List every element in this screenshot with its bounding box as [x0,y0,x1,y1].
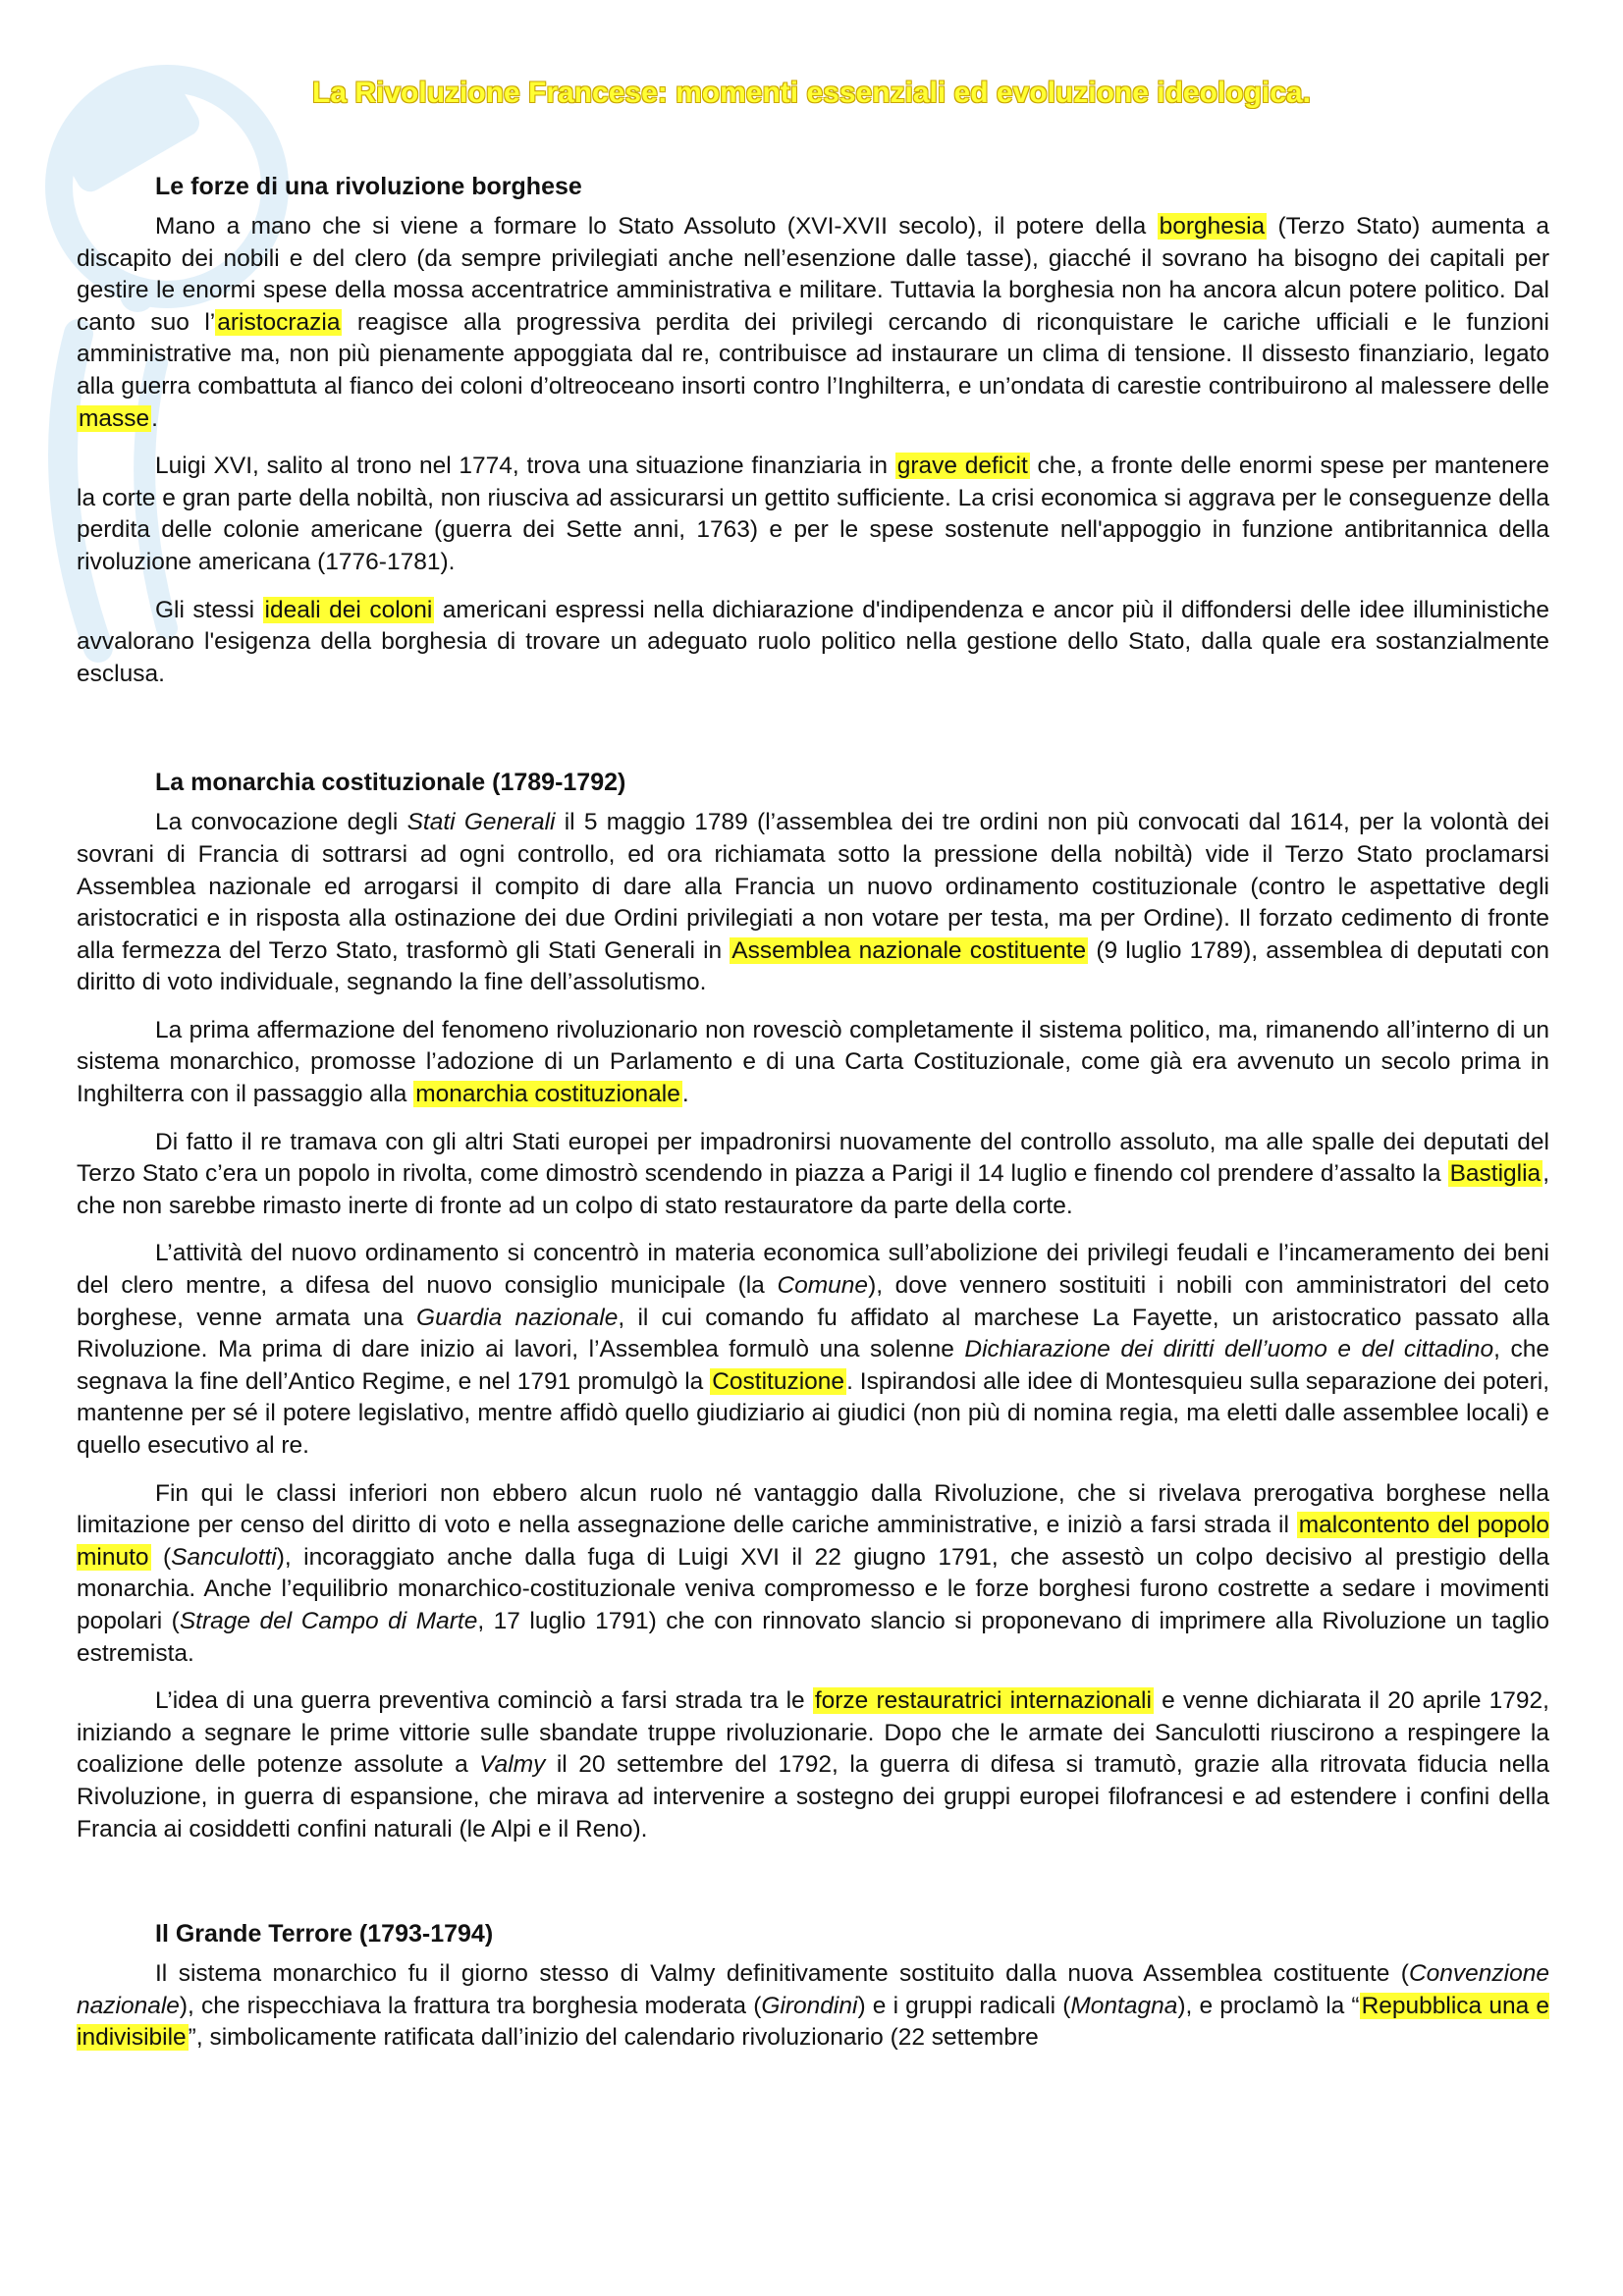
text-run: Luigi XVI, salito al trono nel 1774, trova una situazione finanziaria in [155,453,895,480]
text-run: Di fatto il re tramava con gli altri Stati europei per impadronirsi nuovamente del controllo assoluto, ma alle spalle dei deputati del Terzo Stato c’era un popolo in rivolta, come dimostrò scendendo in piazza a Parigi il 14 luglio e finendo col prendere d’assalto la [77,1128,1549,1188]
paragraph [77,211,1549,435]
paragraph [77,1015,1549,1111]
highlighted-text: masse [79,404,150,432]
highlighted-text: grave deficit [896,453,1028,480]
text-run: , il cui comando fu affidato al marchese La Fayette, un aristocratico passato alla Rivoluzione. Ma prima di dare inizio ai lavori, l’Assemblea formulò una solenne [77,1304,1549,1363]
section-heading: Le forze di una rivoluzione borghese [155,173,582,200]
document-body [77,173,1549,2070]
paragraph [77,1478,1549,1671]
highlighted-text: Assemblea nazionale costituente [731,936,1087,964]
text-run: . [151,404,158,432]
highlighted-text: monarchia costituzionale [415,1081,680,1108]
text-run: La prima affermazione del fenomeno rivoluzionario non rovesciò completamente il sistema politico, ma, rimanendo all’interno di un sistema monarchico, promosse l’adozione di un Parlamento e di una Carta Costituzionale, come già era avvenuto un secolo prima in Inghilterra con il passaggio alla [77,1016,1549,1108]
text-run: , 17 luglio 1791) che con rinnovato slancio si proponevano di imprimere alla Rivoluzione un taglio estremista. [77,1607,1549,1667]
text-run: americani espressi nella dichiarazione d'indipendenza e ancor più il diffondersi delle idee illuministiche avvalorano l'esigenza della borghesia di trovare un adeguato ruolo politico nella gestione dello Stato, dalla quale era sostanzialmente esclusa. [77,596,1550,687]
text-run: ), dove vennero sostituiti i nobili con amministratori del ceto borghese, venne armata una [77,1272,1549,1331]
section-heading: Il Grande Terrore (1793-1794) [155,1920,494,1949]
paragraph [77,1127,1549,1223]
italic-text: Comune [777,1272,869,1300]
text-run: Gli stessi [155,596,263,623]
text-run: , che segnava la fine dell’Antico Regime, e nel 1791 promulgò la [77,1336,1549,1395]
text-run: ) e i gruppi radicali ( [857,1992,1071,2019]
text-run: Fin qui le classi inferiori non ebbero alcun ruolo né vantaggio dalla Rivoluzione, che si rivelava prerogativa borghese nella limitazione per censo del diritto di voto e nella assegnazione delle cariche amministrative, e iniziò a farsi strada il [77,1479,1549,1539]
text-run: e venne dichiarata il 20 aprile 1792, iniziando a segnare le prime vittorie sulle sbandate truppe rivoluzionarie. Dopo che le armate dei Sanculotti riuscirono a respingere la coalizione delle potenze assolute a [77,1687,1549,1779]
highlighted-text: forze restauratrici internazionali [814,1687,1152,1715]
text-run: , che non sarebbe rimasto inerte di fronte ad un colpo di stato restauratore da parte della corte. [77,1160,1549,1219]
text-run: che, a fronte delle enormi spese per mantenere la corte e gran parte della nobiltà, non riusciva ad assicurarsi un gettito sufficiente. La crisi economica si aggrava per le conseguenze della perdita delle colonie americane (guerra dei Sette anni, 1763) e per le spese sostenute nell'appoggio in funzione antibritannica della rivoluzione americana (1776-1781). [77,453,1549,575]
text-run: L’attività del nuovo ordinamento si concentrò in materia economica sull’abolizione dei privilegi feudali e l’incameramento dei beni del clero mentre, a difesa del nuovo consiglio municipale (la [77,1240,1549,1300]
text-run: L’idea di una guerra preventiva cominciò a farsi strada tra le [155,1687,813,1715]
page-title: La Rivoluzione Francese: momenti essenziali ed evoluzione ideologica. [312,77,1311,109]
italic-text: Sanculotti [171,1543,277,1571]
italic-text: Strage del Campo di Marte [179,1607,478,1634]
text-run: Mano a mano che si viene a formare lo Stato Assoluto (XVI-XVII secolo), il potere della [155,213,1158,240]
italic-text: Montagna [1070,1992,1178,2019]
highlighted-text: Bastiglia [1449,1160,1542,1188]
spacer [77,706,1549,769]
text-run: il 20 settembre del 1792, la guerra di difesa si tramutò, grazie alla ritrovata fiducia nella Rivoluzione, in guerra di espansione, che mirava ad intervenire a sostegno dei gruppi europei filofrancesi e ad estendere i confini della Francia ai cosiddetti confini naturali (le Alpi e il Reno). [77,1751,1549,1842]
paragraph [77,807,1549,999]
paragraph [77,1238,1549,1462]
text-run: ”, simbolicamente ratificata dall’inizio del calendario rivoluzionario (22 settembre [188,2024,1039,2052]
highlighted-text: aristocrazia [217,308,341,336]
highlighted-text: Costituzione [712,1367,845,1395]
italic-text: Convenzione nazionale [77,1960,1549,2019]
italic-text: Valmy [479,1751,546,1779]
highlighted-text: borghesia [1159,213,1266,240]
text-run: reagisce alla progressiva perdita dei privilegi cercando di riconquistare le cariche ufficiali e le funzioni amministrative ma, non più pienamente appoggiata dal re, contribuisce ad instaurare un clima di tensione. Il dissesto finanziario, legato alla guerra combattuta al fianco dei coloni d’oltreoceano insorti contro l’Inghilterra, e un’ondata di carestie contribuirono al malessere delle [77,308,1549,400]
italic-text: Girondini [761,1992,858,2019]
paragraph [77,1958,1549,2055]
text-run: ( [150,1543,172,1571]
italic-text: Stati Generali [406,809,556,836]
text-run: il 5 maggio 1789 (l’assemblea dei tre ordini non più convocati dal 1614, per la volontà dei sovrani di Francia di sottrarsi ad ogni controllo, ed ora richiamata sotto la pressione della nobiltà) vide il Terzo Stato proclamarsi Assemblea nazionale ed arrogarsi il compito di dare alla Francia un nuovo ordinamento costituzionale (contro le aspettative degli aristocratici e in risposta alla ostinazione dei due Ordini privilegiati a non votare per testa, ma per Ordine). Il forzato cedimento di fronte alla fermezza del Terzo Stato, trasformò gli Stati Generali in [77,809,1549,964]
text-run: ), che rispecchiava la frattura tra borghesia moderata ( [179,1992,762,2019]
section-heading: La monarchia costituzionale (1789-1792) [155,769,626,797]
text-run: ), incoraggiato anche dalla fuga di Luigi XVI il 22 giugno 1791, che assestò un colpo decisivo al prestigio della monarchia. Anche l’equilibrio monarchico-costituzionale veniva compromesso e le forze borghesi furono costrette a sedare i movimenti popolari ( [77,1543,1549,1634]
highlighted-text: Repubblica una e indivisibile [77,1992,1550,2052]
text-run: . Ispirandosi alle idee di Montesquieu sulla separazione dei poteri, mantenne per sé il potere legislativo, mentre affidò quello giudiziario ai giudici (non più di nomina regia, ma eletti dalle assemblee locali) e quello esecutivo al re. [77,1367,1550,1459]
paragraph [77,1685,1549,1845]
paragraph [77,451,1549,578]
text-run: (Terzo Stato) aumenta a discapito dei nobili e del clero (da sempre privilegiati anche nell’esenzione dalle tasse), giacché il sovrano ha bisogno dei capitali per gestire le enormi spese della mossa accentratrice amministrativa e militare. Tuttavia la borghesia non ha ancora alcun potere politico. Dal canto suo l’ [77,213,1549,336]
text-run: La convocazione degli [155,809,407,836]
text-run: Il sistema monarchico fu il giorno stesso di Valmy definitivamente sostituito dalla nuova Assemblea costituente ( [155,1960,1409,1988]
text-run: . [681,1081,689,1108]
text-run: ), e proclamò la “ [1177,1992,1360,2019]
italic-text: Dichiarazione dei diritti dell’uomo e del cittadino [964,1336,1494,1363]
highlighted-text: malcontento del popolo minuto [77,1512,1549,1571]
highlighted-text: ideali dei coloni [264,596,433,623]
text-run: (9 luglio 1789), assemblea di deputati con diritto di voto individuale, segnando la fine dell’assolutismo. [77,936,1549,996]
spacer [77,1861,1549,1920]
paragraph [77,595,1549,691]
italic-text: Guardia nazionale [416,1304,619,1331]
